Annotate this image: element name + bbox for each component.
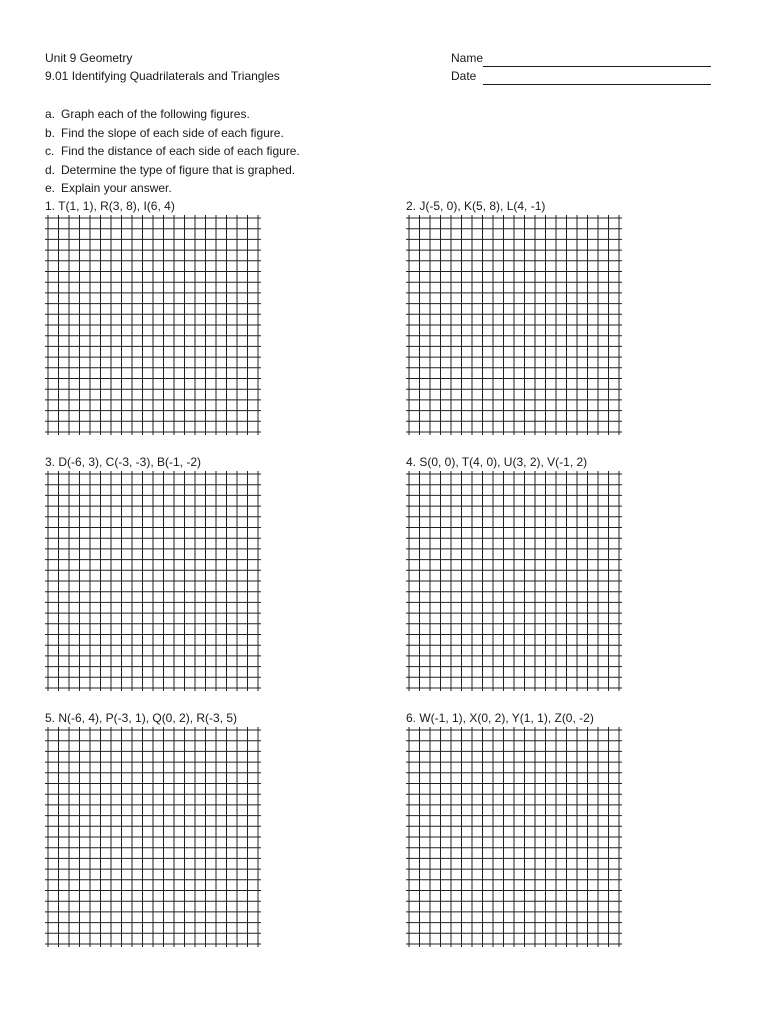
problem-label: 5. N(-6, 4), P(-3, 1), Q(0, 2), R(-3, 5) xyxy=(45,711,238,725)
graph-grid[interactable] xyxy=(45,727,261,947)
instruction-text: Graph each of the following figures. xyxy=(61,107,250,121)
instruction-item xyxy=(45,142,300,161)
date-field[interactable] xyxy=(451,67,711,85)
instruction-item xyxy=(45,179,300,198)
name-label: Name xyxy=(451,51,484,65)
problem-label: 1. T(1, 1), R(3, 8), I(6, 4) xyxy=(45,199,175,213)
problem-5 xyxy=(45,710,285,947)
instruction-letter: c. xyxy=(45,144,55,158)
date-label: Date xyxy=(451,69,477,83)
worksheet-header-right xyxy=(451,49,711,85)
graph-grid[interactable] xyxy=(45,471,261,691)
instruction-letter: e. xyxy=(45,181,56,195)
name-field[interactable] xyxy=(451,49,711,67)
instruction-item xyxy=(45,105,300,124)
problem-3 xyxy=(45,454,285,691)
instruction-item xyxy=(45,161,300,180)
instruction-text: Find the slope of each side of each figure. xyxy=(61,125,284,140)
instructions-list xyxy=(45,105,300,198)
problem-1 xyxy=(45,198,285,435)
problem-label: 6. W(-1, 1), X(0, 2), Y(1, 1), Z(0, -2) xyxy=(406,711,594,725)
graph-grid[interactable] xyxy=(406,471,622,691)
date-blank-line[interactable] xyxy=(483,71,711,85)
instruction-letter: d. xyxy=(45,162,56,177)
problem-label: 2. J(-5, 0), K(5, 8), L(4, -1) xyxy=(406,199,546,213)
name-blank-line[interactable] xyxy=(483,53,711,67)
worksheet-header-left xyxy=(45,49,280,85)
problem-label: 3. D(-6, 3), C(-3, -3), B(-1, -2) xyxy=(45,455,202,469)
problem-6 xyxy=(406,710,646,947)
instruction-text: Explain your answer. xyxy=(61,181,172,195)
instruction-letter: a. xyxy=(45,107,56,121)
instruction-letter: b. xyxy=(45,125,56,140)
problem-4 xyxy=(406,454,646,691)
instruction-item xyxy=(45,124,300,143)
problem-2 xyxy=(406,198,646,435)
unit-title: Unit 9 Geometry xyxy=(45,51,133,65)
graph-grid[interactable] xyxy=(406,727,622,947)
graph-grid[interactable] xyxy=(406,215,622,435)
problem-label: 4. S(0, 0), T(4, 0), U(3, 2), V(-1, 2) xyxy=(406,455,588,469)
instruction-text: Determine the type of figure that is graphed. xyxy=(61,162,296,177)
lesson-title: 9.01 Identifying Quadrilaterals and Triangles xyxy=(45,69,280,83)
graph-grid[interactable] xyxy=(45,215,261,435)
instruction-text: Find the distance of each side of each figure. xyxy=(61,144,300,158)
